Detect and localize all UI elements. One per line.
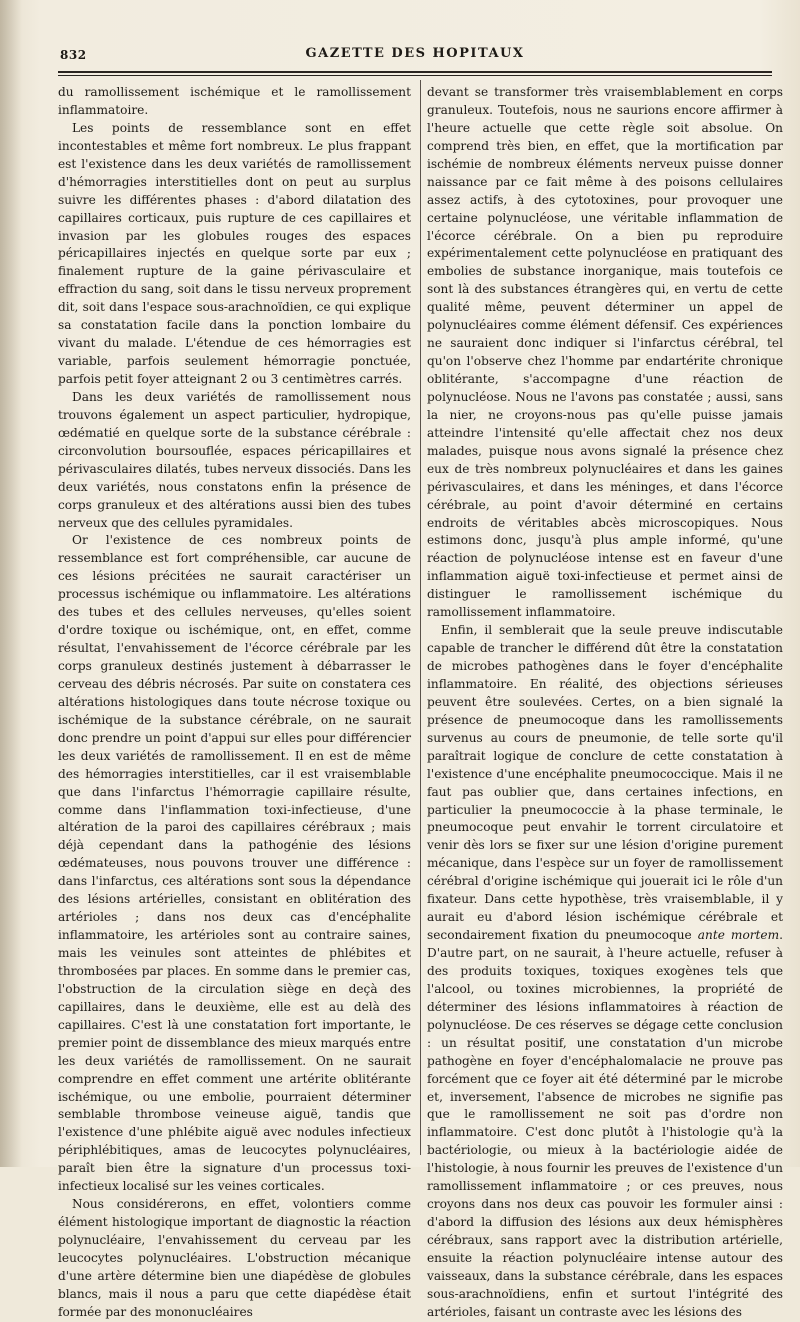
header-rule (58, 71, 772, 76)
paragraph: Dans les deux variétés de ramollissement nous trouvons également un aspect particulier, hydropique, œdématié en quelque sorte de la substance cérébrale : circonvolution boursouflée, espaces péricapillaires et périvasculaires dilatés, tubes nerveux dissociés. Dans les deux variétés, nous constatons enfin la présence de corps granuleux et des altérations aussi bien des tubes nerveux que des cellules pyramidales. (58, 389, 411, 530)
column-divider (420, 80, 421, 1155)
paragraph (427, 622, 783, 1322)
paragraph: Les points de ressemblance sont en effet incontestables et même fort nombreux. Le plus frappant est l'existence dans les deux variétés de ramollissement d'hémorragies interstitielles dont on peut au surplus suivre les différentes phases : d'abord dilatation des capillaires corticaux, puis rupture de ces capillaires et invasion par les globules rouges des espaces péricapillaires injectés en quelque sorte par eux ; finalement rupture de la gaine périvasculaire et effraction du sang, soit dans le tissu nerveux proprement dit, soit dans l'espace sous-arachnoïdien, ce qui explique sa constatation facile dans la ponction lombaire du vivant du malade. L'étendue de ces hémorragies est variable, parfois seulement hémorragie ponctuée, parfois petit foyer atteignant 2 ou 3 centimètres carrés. (58, 120, 411, 386)
page-number: 832 (60, 48, 87, 62)
journal-title: GAZETTE DES HOPITAUX (305, 46, 525, 61)
paragraph: devant se transformer très vraisemblablement en corps granuleux. Toutefois, nous ne saurions encore affirmer à l'heure actuelle que cette règle soit absolue. On comprend très bien, en effet, que la mortification par ischémie de nombreux éléments nerveux puisse donner naissance par ce fait même à des poisons cellulaires assez actifs, à des cytotoxines, pour provoquer une certaine polynucléose, une véritable inflammation de l'écorce cérébrale. On a bien pu reproduire expérimentalement cette polynucléose en pratiquant des embolies de substance inorganique, mais toutefois ce sont là des substances étrangères qui, en vertu de cette qualité même, peuvent déterminer un appel de polynucléaires comme élément défensif. Ces expériences ne sauraient donc indiquer si l'infarctus cérébral, tel qu'on l'observe chez l'homme par endartérite chronique oblitérante, s'accompagne d'une réaction de polynucléose. Nous ne l'avons pas constatée ; aussi, sans la nier, ne croyons-nous pas qu'elle puisse jamais atteindre l'intensité qu'elle affectait chez nos deux malades, puisque nous avons signalé la présence chez eux de très nombreux polynucléaires et dans les gaines périvasculaires, et dans les méninges, et dans l'écorce cérébrale, au point d'avoir déterminé en certains endroits de véritables abcès microscopiques. Nous estimons donc, jusqu'à plus ample informé, qu'une réaction de polynucléose intense est en faveur d'une inflammation aiguë toxi-infectieuse et permet ainsi de distinguer le ramollissement ischémique du ramollissement inflammatoire. (427, 85, 783, 620)
paragraph: Nous considérerons, en effet, volontiers comme élément histologique important de diagnostic la réaction polynucléaire, l'envahissement du cerveau par les leucocytes polynucléaires. L'obstruction mécanique d'une artère détermine bien une diapédèse de globules blancs, mais il nous a paru que cette diapédèse était formée par des mononucléaires (58, 1197, 411, 1319)
paragraph-text: Enfin, il semblerait que la seule preuve indiscutable capable de trancher le différend dût être la constatation de microbes pathogènes dans le foyer d'encéphalite inflammatoire. En réalité, des objections sérieuses peuvent être soulevées. Certes, on a bien signalé la présence de pneumocoque dans les ramollissements survenus au cours de pneumonie, de telle sorte qu'il paraîtrait logique de conclure de cette constatation à l'existence d'une encéphalite pneumococcique. Mais il ne faut pas oublier que, dans certaines infections, en particulier la pneumococcie à la phase terminale, le pneumocoque peut envahir le torrent circulatoire et venir dès lors se fixer sur une lésion d'origine purement mécanique, dans l'espèce sur un foyer de ramollissement cérébral d'origine ischémique qui jouerait ici le rôle d'un fixateur. Dans cette hypothèse, très vraisemblable, il y aurait eu d'abord lésion ischémique cérébrale et secondairement fixation du pneumocoque (427, 623, 783, 943)
paragraph: du ramollissement ischémique et le ramollissement inflammatoire. (58, 85, 411, 117)
paragraph: Or l'existence de ces nombreux points de ressemblance est fort compréhensible, car aucune de ces lésions précitées ne saurait caractériser un processus ischémique ou inflammatoire. Les altérations des tubes et des cellules nerveuses, qu'elles soient d'ordre toxique ou ischémique, ont, en effet, comme résultat, l'envahissement de l'écorce cérébrale par les corps granuleux destinés justement à débarrasser le cerveau des débris nécrosés. Par suite on constatera ces altérations histologiques dans toute nécrose toxique ou ischémique de la substance cérébrale, on ne saurait donc prendre un point d'appui sur elles pour différencier les deux variétés de ramollissement. Il en est de même des hémorragies interstitielles, car il est vraisemblable que dans l'infarctus l'hémorragie capillaire résulte, comme dans l'inflammation toxi-infectieuse, d'une altération de la paroi des capillaires cérébraux ; mais déjà cependant dans la pathogénie des lésions œdémateuses, nous pouvons trouver une différence : dans l'infarctus, ces altérations sont sous la dépendance des lésions artérielles, consistant en oblitération des artérioles ; dans nos deux cas d'encéphalite inflammatoire, les artérioles sont au contraire saines, mais les veinules sont atteintes de phlébites et thrombosées par places. En somme dans le premier cas, l'obstruction de la circulation siège en deçà des capillaires, dans le deuxième, elle est au delà des capillaires. C'est là une constatation fort importante, le premier point de dissemblance des mieux marqués entre les deux variétés de ramollissement. On ne saurait comprendre en effet comment une artérite oblitérante ischémique, ou une embolie, pourraient déterminer semblable thrombose veineuse aiguë, tandis que l'existence d'une phlébite aiguë avec nodules infectieux périphlébitiques, amas de leucocytes polynucléaires, paraît bien être la signature d'un processus toxi-infectieux localisé sur les veines corticales. (58, 533, 411, 1194)
left-column (58, 84, 411, 1319)
binding-shadow (0, 0, 22, 1167)
running-header (60, 44, 770, 68)
right-column (427, 84, 783, 1319)
latin-term: ante mortem (697, 928, 780, 943)
paragraph-text: . D'autre part, on ne saurait, à l'heure actuelle, refuser à des produits toxiques, toxiques exogènes tels que l'alcool, ou toxines microbiennes, la propriété de déterminer des lésions inflammatoires à réaction de polynucléose. De ces réserves se dégage cette conclusion : un résultat positif, une constatation d'un microbe pathogène en foyer d'encéphalomalacie ne prouve pas forcément que ce foyer ait été déterminé par le microbe et, inversement, l'absence de microbes ne signifie pas que le ramollissement ne soit pas d'ordre non inflammatoire. C'est donc plutôt à l'histologie qu'à la bactériologie, ou mieux à la bactériologie aidée de l'histologie, à nous fournir les preuves de l'existence d'un ramollissement inflammatoire ; or ces preuves, nous croyons dans nos deux cas pouvoir les formuler ainsi : d'abord la diffusion des lésions aux deux hémisphères cérébraux, sans rapport avec la distribution artérielle, ensuite la réaction polynucléaire intense autour des vaisseaux, dans la substance cérébrale, dans les espaces sous-arachnoïdiens, enfin et surtout l'intégrité des artérioles, faisant un contraste avec les lésions des (427, 928, 783, 1319)
